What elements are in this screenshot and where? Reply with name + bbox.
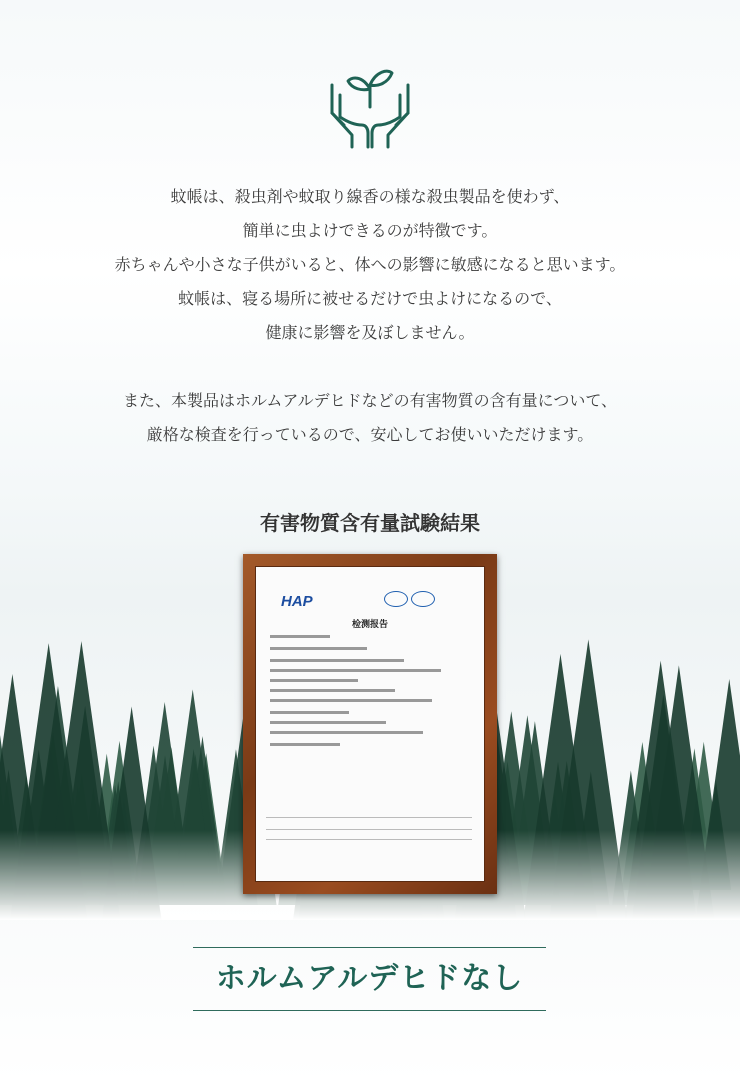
document-text-line	[270, 635, 330, 638]
intro-line: また、本製品はホルムアルデヒドなどの有害物質の含有量について、	[122, 391, 618, 410]
document-rule	[266, 817, 472, 818]
document-text-line	[270, 711, 349, 714]
section-title: 有害物質含有量試験結果	[260, 511, 480, 535]
document-text-line	[270, 669, 441, 672]
intro-text	[0, 180, 740, 452]
intro-line: 健康に影響を及ぼしません。	[265, 323, 475, 342]
certificate-document	[255, 566, 485, 882]
hap-logo: HAP	[281, 593, 313, 610]
document-text-line	[270, 689, 395, 692]
hands-sprout-icon	[322, 55, 418, 151]
document-text-line	[270, 699, 432, 702]
document-text-line	[270, 743, 340, 746]
intro-line: 厳格な検査を行っているので、安心してお使いいただけます。	[146, 425, 594, 444]
document-text-line	[270, 679, 358, 682]
intro-line: 赤ちゃんや小さな子供がいると、体への影響に敏感になると思います。	[114, 255, 626, 274]
bottom-title: ホルムアルデヒドなし	[193, 947, 546, 1011]
intro-line: 蚊帳は、殺虫剤や蚊取り線香の様な殺虫製品を使わず、	[170, 187, 570, 206]
document-text-line	[270, 647, 367, 650]
ilac-seal-icon	[384, 591, 408, 607]
document-text-line	[270, 659, 404, 662]
document-text-line	[270, 721, 386, 724]
document-rule	[266, 839, 472, 840]
certificate-frame	[243, 554, 497, 894]
certificate-title: 检测报告	[351, 620, 388, 630]
document-text-line	[270, 731, 423, 734]
intro-line: 簡単に虫よけできるのが特徴です。	[242, 221, 498, 240]
document-rule	[266, 829, 472, 830]
cnas-seal-icon	[411, 591, 435, 607]
intro-line: 蚊帳は、寝る場所に被せるだけで虫よけになるので、	[178, 289, 562, 308]
